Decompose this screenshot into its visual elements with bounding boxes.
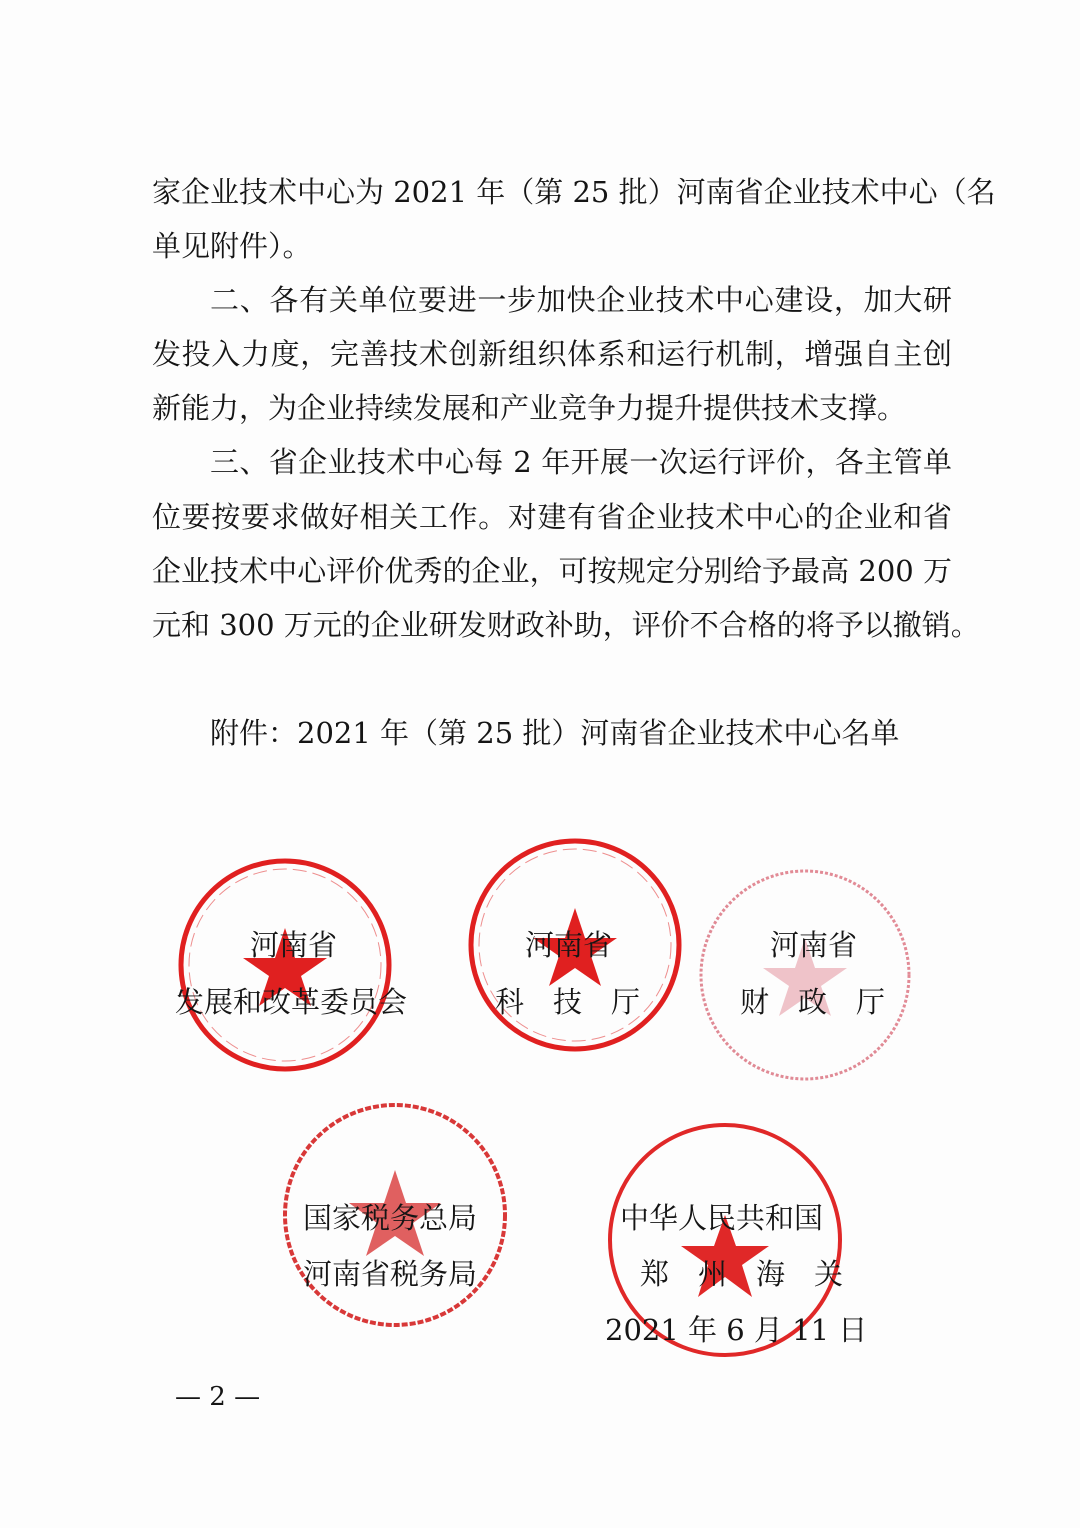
- body-line: 单见附件）。: [152, 229, 312, 263]
- signatory-fin-line1: 河南省: [770, 928, 858, 962]
- seal-drc: [181, 861, 389, 1069]
- body-line: 企业技术中心评价优秀的企业，可按规定分别给予最高 200 万: [152, 554, 952, 588]
- signatory-drc-line2: 发展和改革委员会: [175, 985, 408, 1019]
- attachment-line: 附件：2021 年（第 25 批）河南省企业技术中心名单: [210, 716, 900, 750]
- signatory-sti-line2: 科 技 厅: [495, 985, 641, 1019]
- signatory-customs-line1: 中华人民共和国: [620, 1201, 824, 1235]
- signatory-sti-line1: 河南省: [525, 928, 613, 962]
- body-line: 三、省企业技术中心每 2 年开展一次运行评价，各主管单: [210, 445, 952, 479]
- signatory-tax-line2: 河南省税务局: [303, 1257, 478, 1291]
- signatory-tax-line1: 国家税务总局: [303, 1201, 478, 1235]
- seal-fin: [701, 871, 909, 1079]
- body-line: 元和 300 万元的企业研发财政补助，评价不合格的将予以撤销。: [152, 608, 980, 642]
- page-number: — 2 —: [175, 1382, 261, 1412]
- body-line: 家企业技术中心为 2021 年（第 25 批）河南省企业技术中心（名: [152, 175, 996, 209]
- body-line: 发投入力度，完善技术创新组织体系和运行机制，增强自主创: [152, 337, 952, 371]
- signatory-customs-line2: 郑 州 海 关: [640, 1257, 844, 1291]
- body-line: 二、各有关单位要进一步加快企业技术中心建设，加大研: [210, 283, 952, 317]
- body-line: 新能力，为企业持续发展和产业竞争力提升提供技术支撑。: [152, 391, 907, 425]
- signatory-drc-line1: 河南省: [250, 928, 338, 962]
- issue-date: 2021 年 6 月 11 日: [605, 1313, 868, 1347]
- body-line: 位要按要求做好相关工作。对建有省企业技术中心的企业和省: [152, 500, 952, 534]
- signatory-fin-line2: 财 政 厅: [740, 985, 886, 1019]
